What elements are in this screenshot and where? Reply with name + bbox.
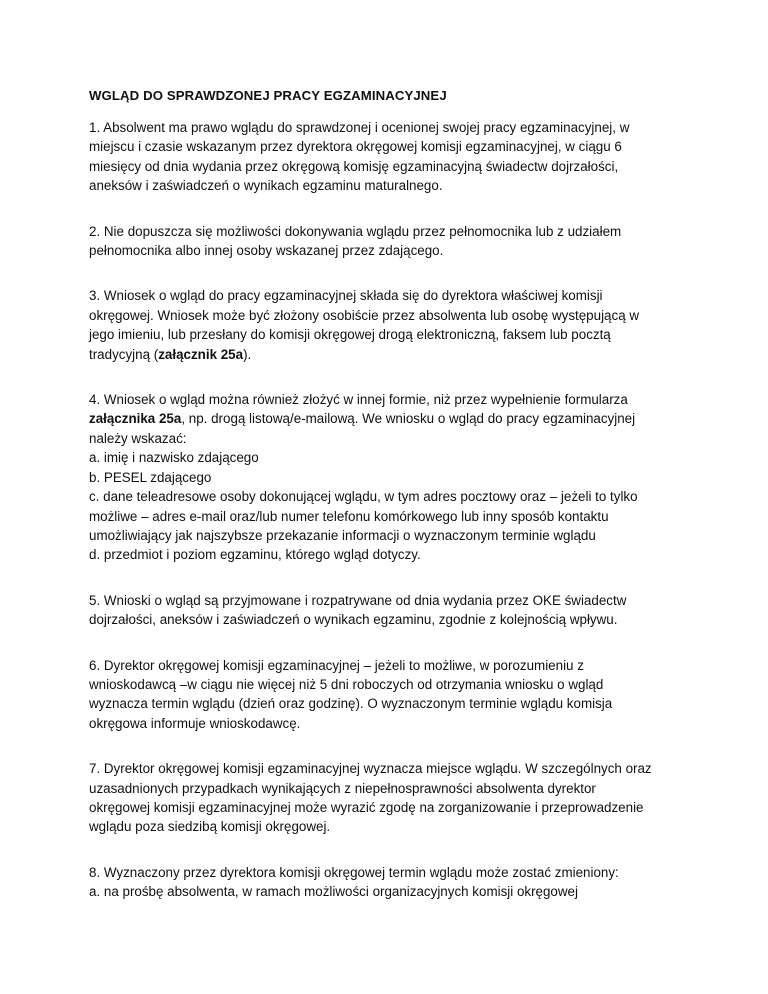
paragraph-line: jego imieniu, lub przesłany do komisji okręgowej drogą elektroniczną, faksem lub pocztą [89, 327, 611, 343]
paragraph-text: tradycyjną ( [89, 346, 159, 362]
paragraph-line: pełnomocnika albo innej osoby wskazanej przez zdającego. [89, 243, 444, 259]
paragraph-line: okręgowej komisji egzaminacyjnej może wyrazić zgodę na zorganizowanie i przeprowadzenie [89, 799, 644, 815]
paragraph-line: miejscu i czasie wskazanym przez dyrektora okręgowej komisji egzaminacyjnej, w ciągu 6 [89, 139, 622, 155]
paragraph-8 [89, 863, 689, 902]
paragraph-2 [89, 222, 689, 261]
document-title: WGLĄD DO SPRAWDZONEJ PRACY EGZAMINACYJNEJ [89, 88, 447, 103]
paragraph-line: 5. Wnioski o wgląd są przyjmowane i rozpatrywane od dnia wydania przez OKE świadectw [89, 592, 627, 608]
paragraph-line [89, 409, 689, 428]
paragraph-3 [89, 286, 689, 364]
paragraph-line [89, 345, 689, 364]
paragraph-line: okręgowej. Wniosek może być złożony osobiście przez absolwenta lub osobę występującą w [89, 307, 640, 323]
paragraph-line: możliwe – adres e-mail oraz/lub numer telefonu komórkowego lub inny sposób kontaktu [89, 508, 609, 524]
paragraph-7 [89, 759, 689, 837]
paragraph-text: ). [243, 346, 252, 362]
paragraph-line: 4. Wniosek o wgląd można również złożyć w innej formie, niż przez wypełnienie formularza [89, 392, 628, 408]
attachment-reference: załącznik 25a [158, 346, 244, 362]
document-page [89, 86, 689, 902]
list-item: d. przedmiot i poziom egzaminu, którego wgląd dotyczy. [89, 547, 421, 563]
paragraph-line: 1. Absolwent ma prawo wglądu do sprawdzonej i ocenionej swojej pracy egzaminacyjnej, w [89, 120, 630, 135]
paragraph-1 [89, 118, 689, 196]
paragraph-6 [89, 656, 689, 734]
attachment-reference: załącznika 25a [89, 411, 182, 427]
list-item: c. dane teleadresowe osoby dokonującej wglądu, w tym adres pocztowy oraz – jeżeli to tylko [89, 489, 638, 505]
list-item: a. na prośbę absolwenta, w ramach możliwości organizacyjnych komisji okręgowej [89, 884, 578, 900]
paragraph-line: 6. Dyrektor okręgowej komisji egzaminacyjnej – jeżeli to możliwe, w porozumieniu z [89, 657, 584, 673]
paragraph-line: należy wskazać: [89, 430, 187, 446]
paragraph-line: wglądu poza siedzibą komisji okręgowej. [89, 819, 331, 835]
paragraph-line: wnioskodawcą –w ciągu nie więcej niż 5 dni roboczych od otrzymania wniosku o wgląd [89, 676, 604, 692]
list-item: a. imię i nazwisko zdającego [89, 450, 259, 466]
paragraph-line: miesięcy od dnia wydania przez okręgową komisję egzaminacyjną świadectw dojrzałości, [89, 158, 619, 174]
paragraph-line: 2. Nie dopuszcza się możliwości dokonywania wglądu przez pełnomocnika lub z udziałem [89, 223, 622, 239]
paragraph-line: 7. Dyrektor okręgowej komisji egzaminacyjnej wyznacza miejsce wglądu. W szczególnych oraz [89, 761, 652, 777]
paragraph-line: okręgowa informuje wnioskodawcę. [89, 715, 301, 731]
paragraph-4 [89, 390, 689, 565]
paragraph-text: , np. drogą listową/e-mailową. We wniosku o wgląd do pracy egzaminacyjnej [181, 411, 636, 427]
list-item: b. PESEL zdającego [89, 469, 212, 485]
paragraph-line: 3. Wniosek o wgląd do pracy egzaminacyjnej składa się do dyrektora właściwej komisji [89, 288, 603, 304]
paragraph-line: umożliwiający jak najszybsze przekazanie informacji o wyznaczonym terminie wglądu [89, 527, 596, 543]
paragraph-line: wyznacza termin wglądu (dzień oraz godzinę). O wyznaczonym terminie wglądu komisja [89, 696, 613, 712]
paragraph-line: dojrzałości, aneksów i zaświadczeń o wynikach egzaminu, zgodnie z kolejnością wpływu. [89, 612, 618, 628]
paragraph-5 [89, 591, 689, 630]
paragraph-line: uzasadnionych przypadkach wynikających z niepełnosprawności absolwenta dyrektor [89, 780, 596, 796]
paragraph-line: aneksów i zaświadczeń o wynikach egzaminu maturalnego. [89, 178, 443, 194]
paragraph-line: 8. Wyznaczony przez dyrektora komisji okręgowej termin wglądu może zostać zmieniony: [89, 864, 619, 880]
